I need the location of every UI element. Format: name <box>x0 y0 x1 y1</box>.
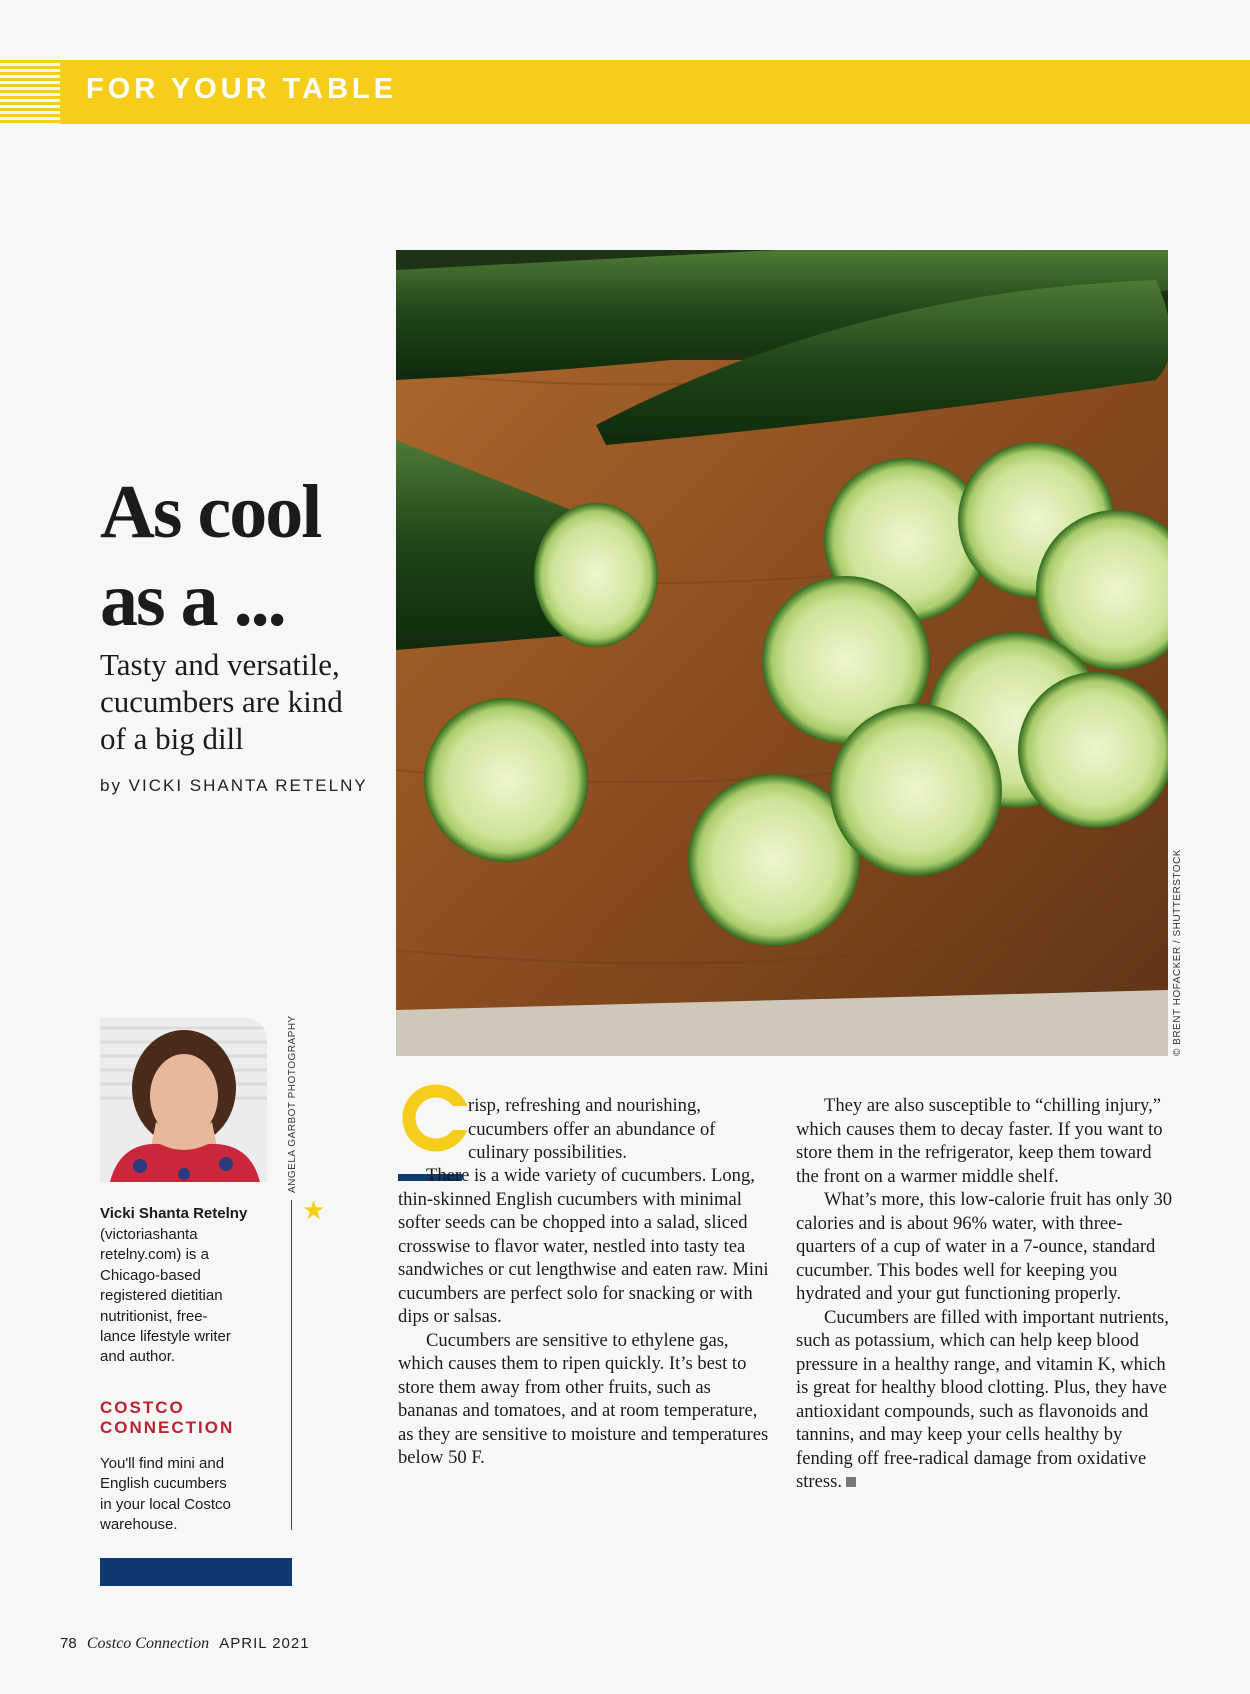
issue-date: APRIL 2021 <box>219 1635 310 1652</box>
article-paragraph <box>796 1306 1174 1494</box>
section-banner <box>60 60 1250 124</box>
banner-stripes <box>0 60 60 124</box>
page-number: 78 <box>60 1635 77 1652</box>
photo-credit: © BRENT HOFACKER / SHUTTERSTOCK <box>1172 849 1183 1056</box>
author-photo-credit: ANGELA GARBOT PHOTOGRAPHY <box>287 1015 298 1193</box>
article-col-1-intro <box>468 1094 768 1165</box>
article-col-2 <box>796 1094 1174 1494</box>
article-paragraph: What’s more, this low-calorie fruit has only 30 calories and is about 96% water, with three-quarters of a cup of water in a 7-ounce, standard cucumber. This bodes well for keeping you hydrated and your gut functioning properly. <box>796 1189 1173 1304</box>
subhead-line-2: cucumbers are kind <box>100 684 343 719</box>
article-col-1 <box>398 1164 770 1470</box>
headline-line-1: As cool <box>100 470 321 554</box>
dropcap-letter <box>398 1082 468 1152</box>
article-paragraph: risp, refreshing and nourishing, cucumbers offer an abundance of culinary possibilities. <box>468 1095 716 1163</box>
page-footer <box>60 1635 310 1653</box>
article-paragraph: There is a wide variety of cucumbers. Long, thin-skinned English cucumbers with minimal softer seeds can be chopped into a salad, sliced crosswise to flavor water, nestled into tasty tea sandwiches or cut lengthwise and eaten raw. Mini cucumbers are perfect solo for snacking or with dips or salsas. <box>398 1165 769 1327</box>
cucumber-photo <box>396 250 1168 1056</box>
author-photo <box>100 1018 267 1182</box>
costco-connection-label: COSTCO CONNECTION <box>100 1398 235 1437</box>
sidebar-divider <box>291 1200 292 1530</box>
end-mark-icon <box>846 1477 856 1487</box>
headline <box>100 468 400 644</box>
author-name: Vicki Shanta Retelny <box>100 1205 248 1222</box>
section-label: FOR YOUR TABLE <box>86 73 398 105</box>
headline-line-2: as a ... <box>100 558 285 642</box>
article-paragraph: They are also susceptible to “chilling injury,” which causes them to decay faster. If you want to store them in the refrigerator, keep them toward the front on a warmer middle shelf. <box>796 1095 1163 1187</box>
subhead-line-1: Tasty and versatile, <box>100 647 340 682</box>
author-bio: (victoriashanta retelny.com) is a Chicago-based registered dietitian nutritionist, free- lance lifestyle writer and author. <box>100 1226 231 1366</box>
byline: by VICKI SHANTA RETELNY <box>100 776 368 795</box>
subhead-line-3: of a big dill <box>100 721 244 756</box>
star-icon: ★ <box>302 1196 326 1226</box>
sidebar-footer-bar <box>100 1558 292 1586</box>
costco-connection-text: You'll find mini and English cucumbers in your local Costco warehouse. <box>100 1455 231 1534</box>
magazine-name: Costco Connection <box>86 1635 210 1652</box>
subhead <box>100 646 400 757</box>
article-paragraph: Cucumbers are sensitive to ethylene gas, which causes them to ripen quickly. It’s best to store them away from other fruits, such as bananas and tomatoes, and at room temperature, as they are sensitive to moisture and temperatures below 50 F. <box>398 1329 769 1468</box>
article-paragraph-text: Cucumbers are filled with important nutrients, such as potassium, which can help keep blood pressure in a healthy range, and vitamin K, which is great for healthy blood clotting. Plus, they have antioxidant compounds, such as flavonoids and tannins, and may keep your cells healthy by fending off free-radical damage from oxidative stress. <box>796 1306 1169 1492</box>
